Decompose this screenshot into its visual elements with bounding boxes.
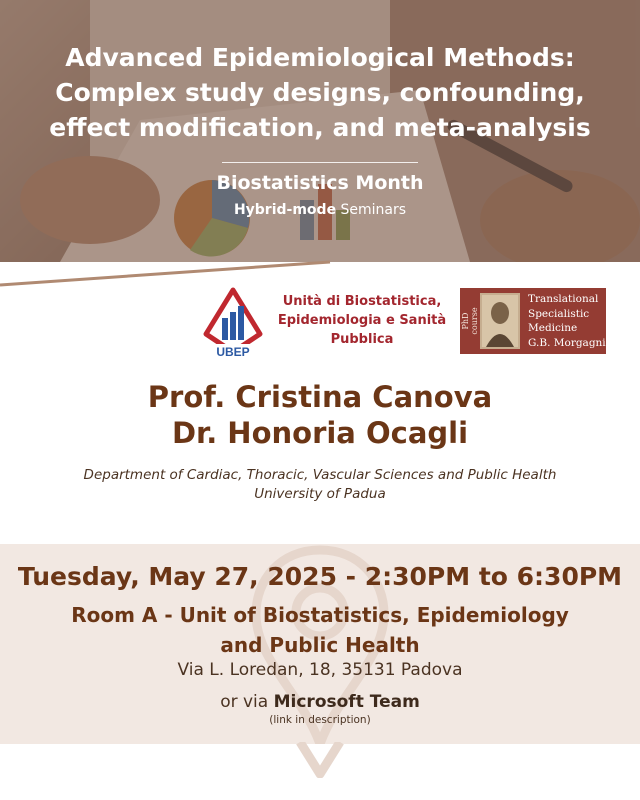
- slant-divider: [0, 258, 640, 288]
- department-name: Department of Cardiac, Thoracic, Vascular Sciences and Public Health: [83, 467, 557, 483]
- phd-course-name: [528, 292, 608, 350]
- title-divider: [222, 162, 418, 163]
- event-details-band: [0, 544, 640, 744]
- online-prefix: or via: [220, 692, 274, 712]
- phd-line: Medicine: [528, 322, 578, 334]
- phd-line: Specialistic: [528, 307, 590, 320]
- hero-banner: [0, 0, 640, 262]
- mode-bold: Hybrid-mode: [233, 202, 337, 218]
- phd-course-label: PhD course: [461, 307, 479, 335]
- online-access: [0, 692, 640, 712]
- seminar-mode: [0, 202, 640, 218]
- seminar-title: Advanced Epidemiological Methods: Complex study designs, confounding, effect modification, and meta-analysis: [49, 43, 591, 142]
- ubep-unit-name: Unità di Biostatistica, Epidemiologia e Sanità Pubblica: [277, 294, 447, 347]
- speaker-name: Prof. Cristina Canova: [147, 380, 493, 414]
- university-name: University of Padua: [254, 486, 386, 502]
- ubep-logo-icon: [200, 286, 266, 360]
- speaker-name: Dr. Honoria Ocagli: [171, 416, 469, 450]
- event-address: Via L. Loredan, 18, 35131 Padova: [177, 660, 463, 680]
- series-name: Biostatistics Month: [216, 172, 424, 194]
- online-note: (link in description): [269, 714, 371, 726]
- event-datetime: Tuesday, May 27, 2025 - 2:30PM to 6:30PM: [17, 562, 623, 591]
- online-platform: Microsoft Team: [273, 692, 420, 712]
- event-room: Room A - Unit of Biostatistics, Epidemiology and Public Health: [71, 603, 569, 657]
- phd-line: G.B. Morgagni: [528, 336, 606, 349]
- phd-course-logo: [460, 288, 606, 354]
- pin-tail-decoration: [296, 742, 344, 778]
- mode-rest: Seminars: [336, 202, 407, 218]
- phd-line: Translational: [528, 293, 599, 305]
- ubep-acronym: UBEP: [216, 345, 250, 359]
- phd-portrait-icon: [480, 293, 520, 349]
